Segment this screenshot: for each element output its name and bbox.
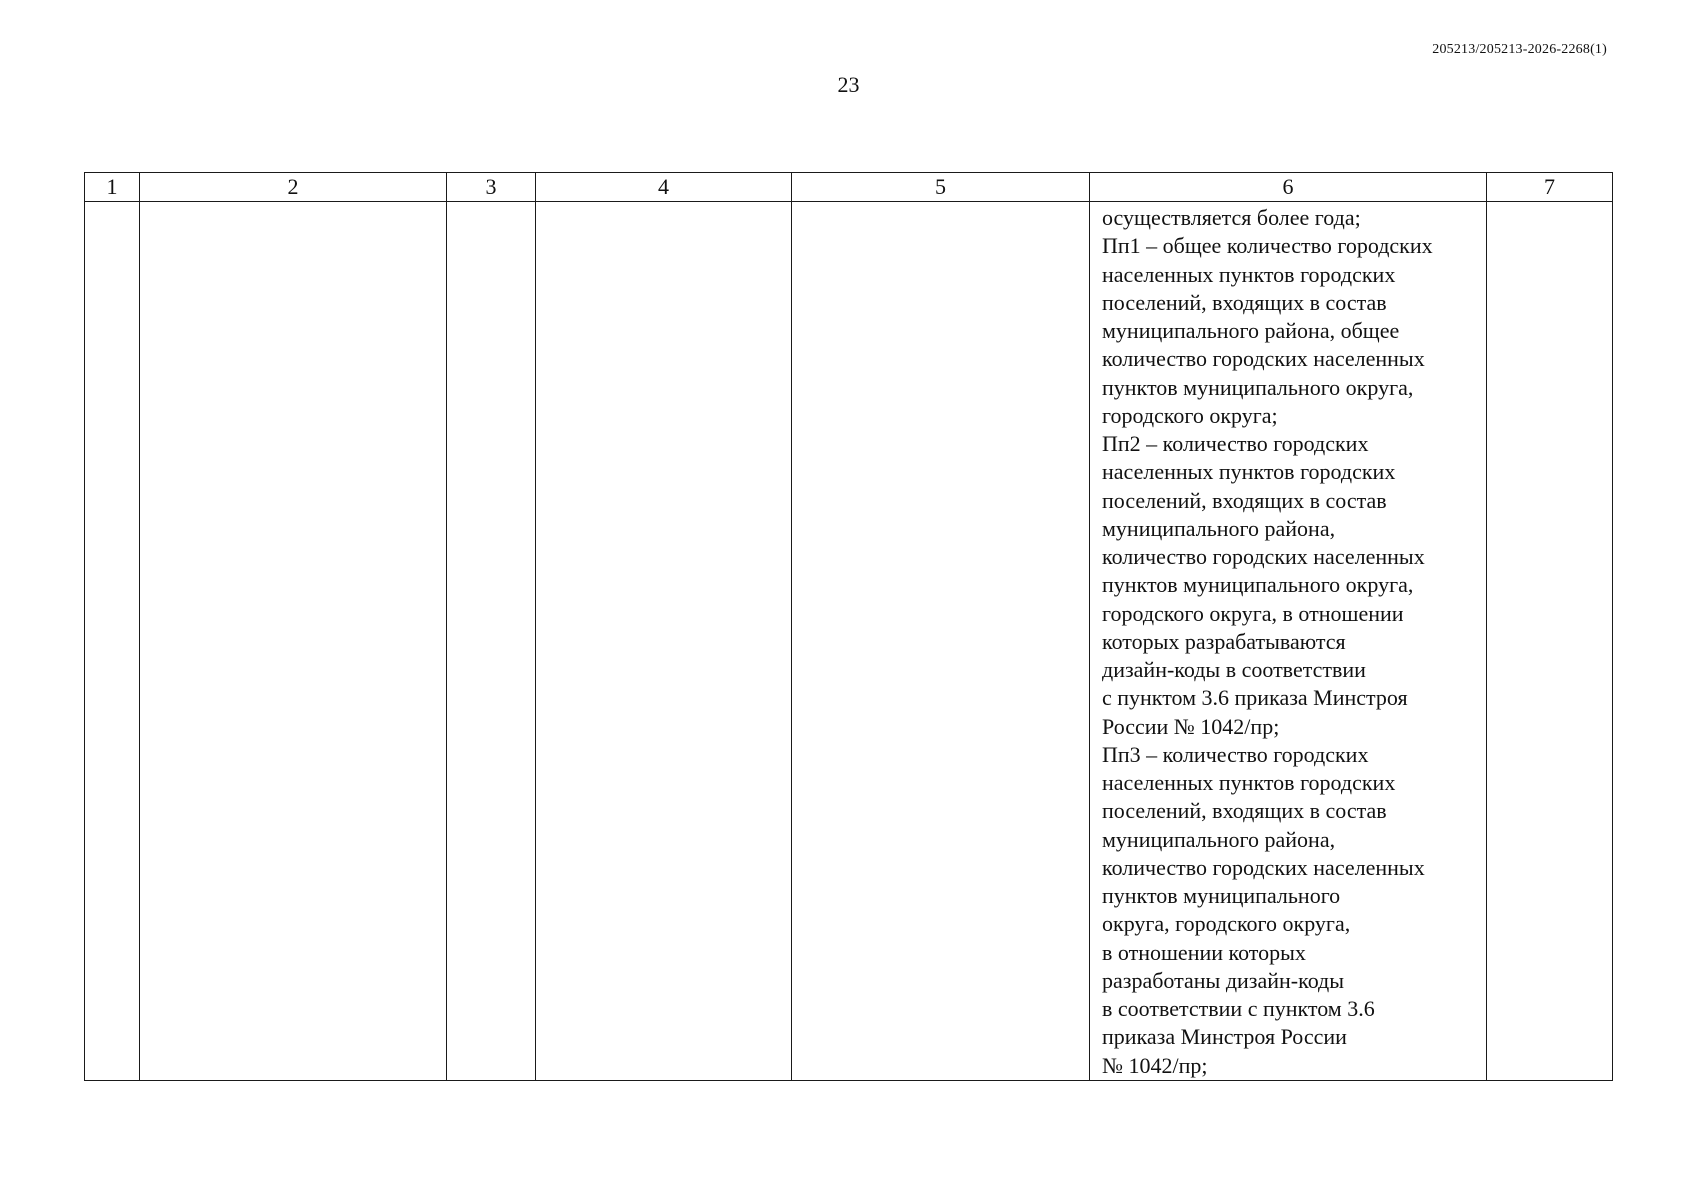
text-line: количество городских населенных — [1102, 544, 1425, 569]
text-line: в отношении которых — [1102, 939, 1306, 965]
text-line: муниципального района, — [1102, 515, 1336, 541]
text-line: осуществляется более года; — [1102, 205, 1361, 230]
column-header-5: 5 — [792, 173, 1090, 202]
text-line: с пунктом 3.6 приказа Минстроя — [1102, 685, 1408, 711]
text-line: поселений, входящих в состав — [1102, 798, 1387, 824]
column-header-7: 7 — [1487, 173, 1613, 202]
text-line: населенных пунктов городских — [1102, 459, 1396, 485]
table-row — [85, 202, 1613, 1081]
text-line: пунктов муниципального — [1102, 883, 1341, 908]
table-cell-col2 — [140, 202, 447, 1081]
table-cell-col1 — [85, 202, 140, 1081]
text-line: количество городских населенных — [1102, 854, 1425, 880]
text-line: Пп1 – общее количество городских — [1102, 233, 1433, 259]
text-line: № 1042/пр; — [1102, 1052, 1208, 1078]
table-header-row — [85, 173, 1613, 202]
text-line: Пп2 – количество городских — [1102, 431, 1369, 456]
cell-text-block — [1090, 202, 1486, 1080]
text-line: населенных пунктов городских — [1102, 261, 1396, 287]
text-line: которых разрабатываются — [1102, 628, 1346, 654]
table-cell-col6 — [1090, 202, 1487, 1081]
text-line: городского округа, в отношении — [1102, 600, 1404, 626]
text-line: городского округа; — [1102, 402, 1278, 428]
text-line: количество городских населенных — [1102, 346, 1425, 372]
text-line: пунктов муниципального округа, — [1102, 572, 1414, 598]
column-header-4: 4 — [536, 173, 792, 202]
column-header-3: 3 — [447, 173, 536, 202]
table-cell-col5 — [792, 202, 1090, 1081]
column-header-1: 1 — [85, 173, 140, 202]
text-line: муниципального района, общее — [1102, 318, 1400, 343]
text-line: поселений, входящих в состав — [1102, 289, 1387, 315]
text-line: пунктов муниципального округа, — [1102, 374, 1414, 400]
text-line: дизайн-коды в соответствии — [1102, 657, 1366, 682]
text-line: в соответствии с пунктом 3.6 — [1102, 996, 1375, 1021]
text-line: Пп3 – количество городских — [1102, 741, 1369, 767]
text-line: разработаны дизайн-коды — [1102, 967, 1345, 993]
data-table — [84, 172, 1613, 1081]
column-header-6: 6 — [1090, 173, 1487, 202]
table-cell-col4 — [536, 202, 792, 1081]
document-id: 205213/205213-2026-2268(1) — [1432, 42, 1607, 57]
table-cell-col3 — [447, 202, 536, 1081]
text-line: населенных пунктов городских — [1102, 770, 1396, 795]
text-line: приказа Минстроя России — [1102, 1024, 1347, 1050]
column-header-2: 2 — [140, 173, 447, 202]
table-cell-col7 — [1487, 202, 1613, 1081]
text-line: поселений, входящих в состав — [1102, 487, 1387, 513]
text-line: муниципального района, — [1102, 826, 1336, 852]
text-line: России № 1042/пр; — [1102, 713, 1280, 739]
text-line: округа, городского округа, — [1102, 911, 1351, 937]
page-number: 23 — [837, 72, 860, 97]
